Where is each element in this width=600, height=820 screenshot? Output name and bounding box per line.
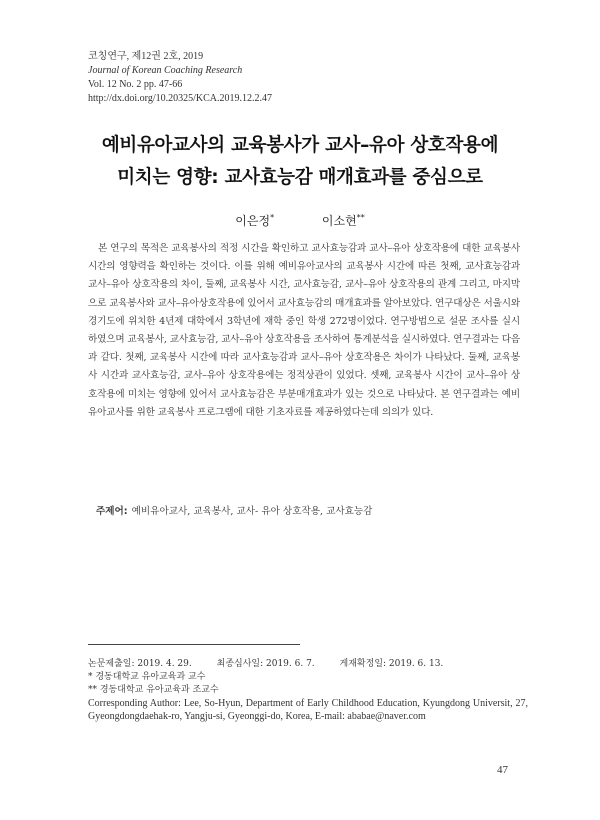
author-1 — [235, 214, 274, 228]
volume-pages: Vol. 12 No. 2 pp. 47-66 — [88, 79, 183, 90]
title-line-1: 예비유아교사의 교육봉사가 교사–유아 상호작용에 — [101, 135, 499, 156]
corresponding-author: Corresponding Author: Lee, So-Hyun, Department of Early Childhood Education, Kyungdong Universit, 27, Gyeongdongdaehak-ro, Yangju-si, Gyeonggi-do, Korea, E-mail: ababae@naver.com — [88, 698, 528, 722]
doi-link[interactable]: http://dx.doi.org/10.20325/KCA.2019.12.2.47 — [88, 93, 272, 104]
title-line-2: 미치는 영향: 교사효능감 매개효과를 중심으로 — [117, 167, 483, 188]
paper-title — [0, 130, 600, 194]
reviewed-date: 최종심사일: 2019. 6. 7. — [216, 659, 315, 669]
author-2-mark: ** — [356, 213, 365, 222]
keywords — [96, 503, 372, 517]
authors — [0, 212, 600, 229]
journal-issue: 코칭연구, 제12권 2호, 2019 — [88, 51, 204, 62]
journal-header — [88, 50, 272, 106]
footnotes — [88, 658, 528, 723]
author-2 — [322, 214, 365, 228]
abstract-text: 본 연구의 목적은 교육봉사의 적정 시간을 확인하고 교사효능감과 교사–유아 상호작용에 대한 교육봉사 시간의 영향력을 확인하는 것이다. 이를 위해 예비유아교사의 교육봉사 시간에 따른 첫째, 교사효능감과 교사–유아 상호작용의 차이, 둘째, 교육봉사 시간, 교사효능감, 교사–유아 상호작용의 관계 그리고, 마지막으로 교육봉사와 교사–유아상호작용에 있어서 교사효능감의 매개효과를 알아보았다. 연구대상은 서울시와 경기도에 위치한 4년제 대학에서 3학년에 재학 중인 학생 272명이었다. 연구방법으로 설문 조사를 실시하였으며 교육봉사, 교사효능감, 교사–유아 상호작용을 조사하여 통계분석을 실시하였다. 연구결과는 다음과 같다. 첫째, 교육봉사 시간에 따라 교사효능감과 교사–유아 상호작용은 차이가 나타났다. 둘째, 교육봉사 시간과 교사효능감, 교사–유아 상호작용에는 정적상관이 있었다. 셋째, 교육봉사 시간이 교사–유아 상호작용에 미치는 영향에 있어서 교사효능감은 부분매개효과가 있는 것으로 나타났다. 본 연구결과는 예비유아교사를 위한 교육봉사 프로그램에 대한 기초자료를 제공하였다는데 의의가 있다. — [88, 243, 520, 418]
author-2-name: 이소현 — [321, 214, 357, 228]
keywords-label: 주제어: — [96, 506, 128, 517]
publication-dates — [88, 658, 528, 671]
author-1-mark: * — [270, 213, 275, 222]
accepted-date: 게재확정일: 2019. 6. 13. — [339, 659, 444, 669]
submitted-date: 논문제출일: 2019. 4. 29. — [88, 659, 192, 669]
keywords-text: 예비유아교사, 교육봉사, 교사- 유아 상호작용, 교사효능감 — [131, 506, 373, 517]
author-1-name: 이은정 — [235, 214, 271, 228]
page-number: 47 — [497, 764, 508, 776]
author-2-affiliation: ** 경동대학교 유아교육과 조교수 — [88, 685, 219, 695]
abstract — [88, 240, 520, 422]
journal-name: Journal of Korean Coaching Research — [88, 65, 243, 76]
footnote-divider — [88, 644, 300, 645]
author-1-affiliation: * 경동대학교 유아교육과 교수 — [88, 672, 206, 682]
